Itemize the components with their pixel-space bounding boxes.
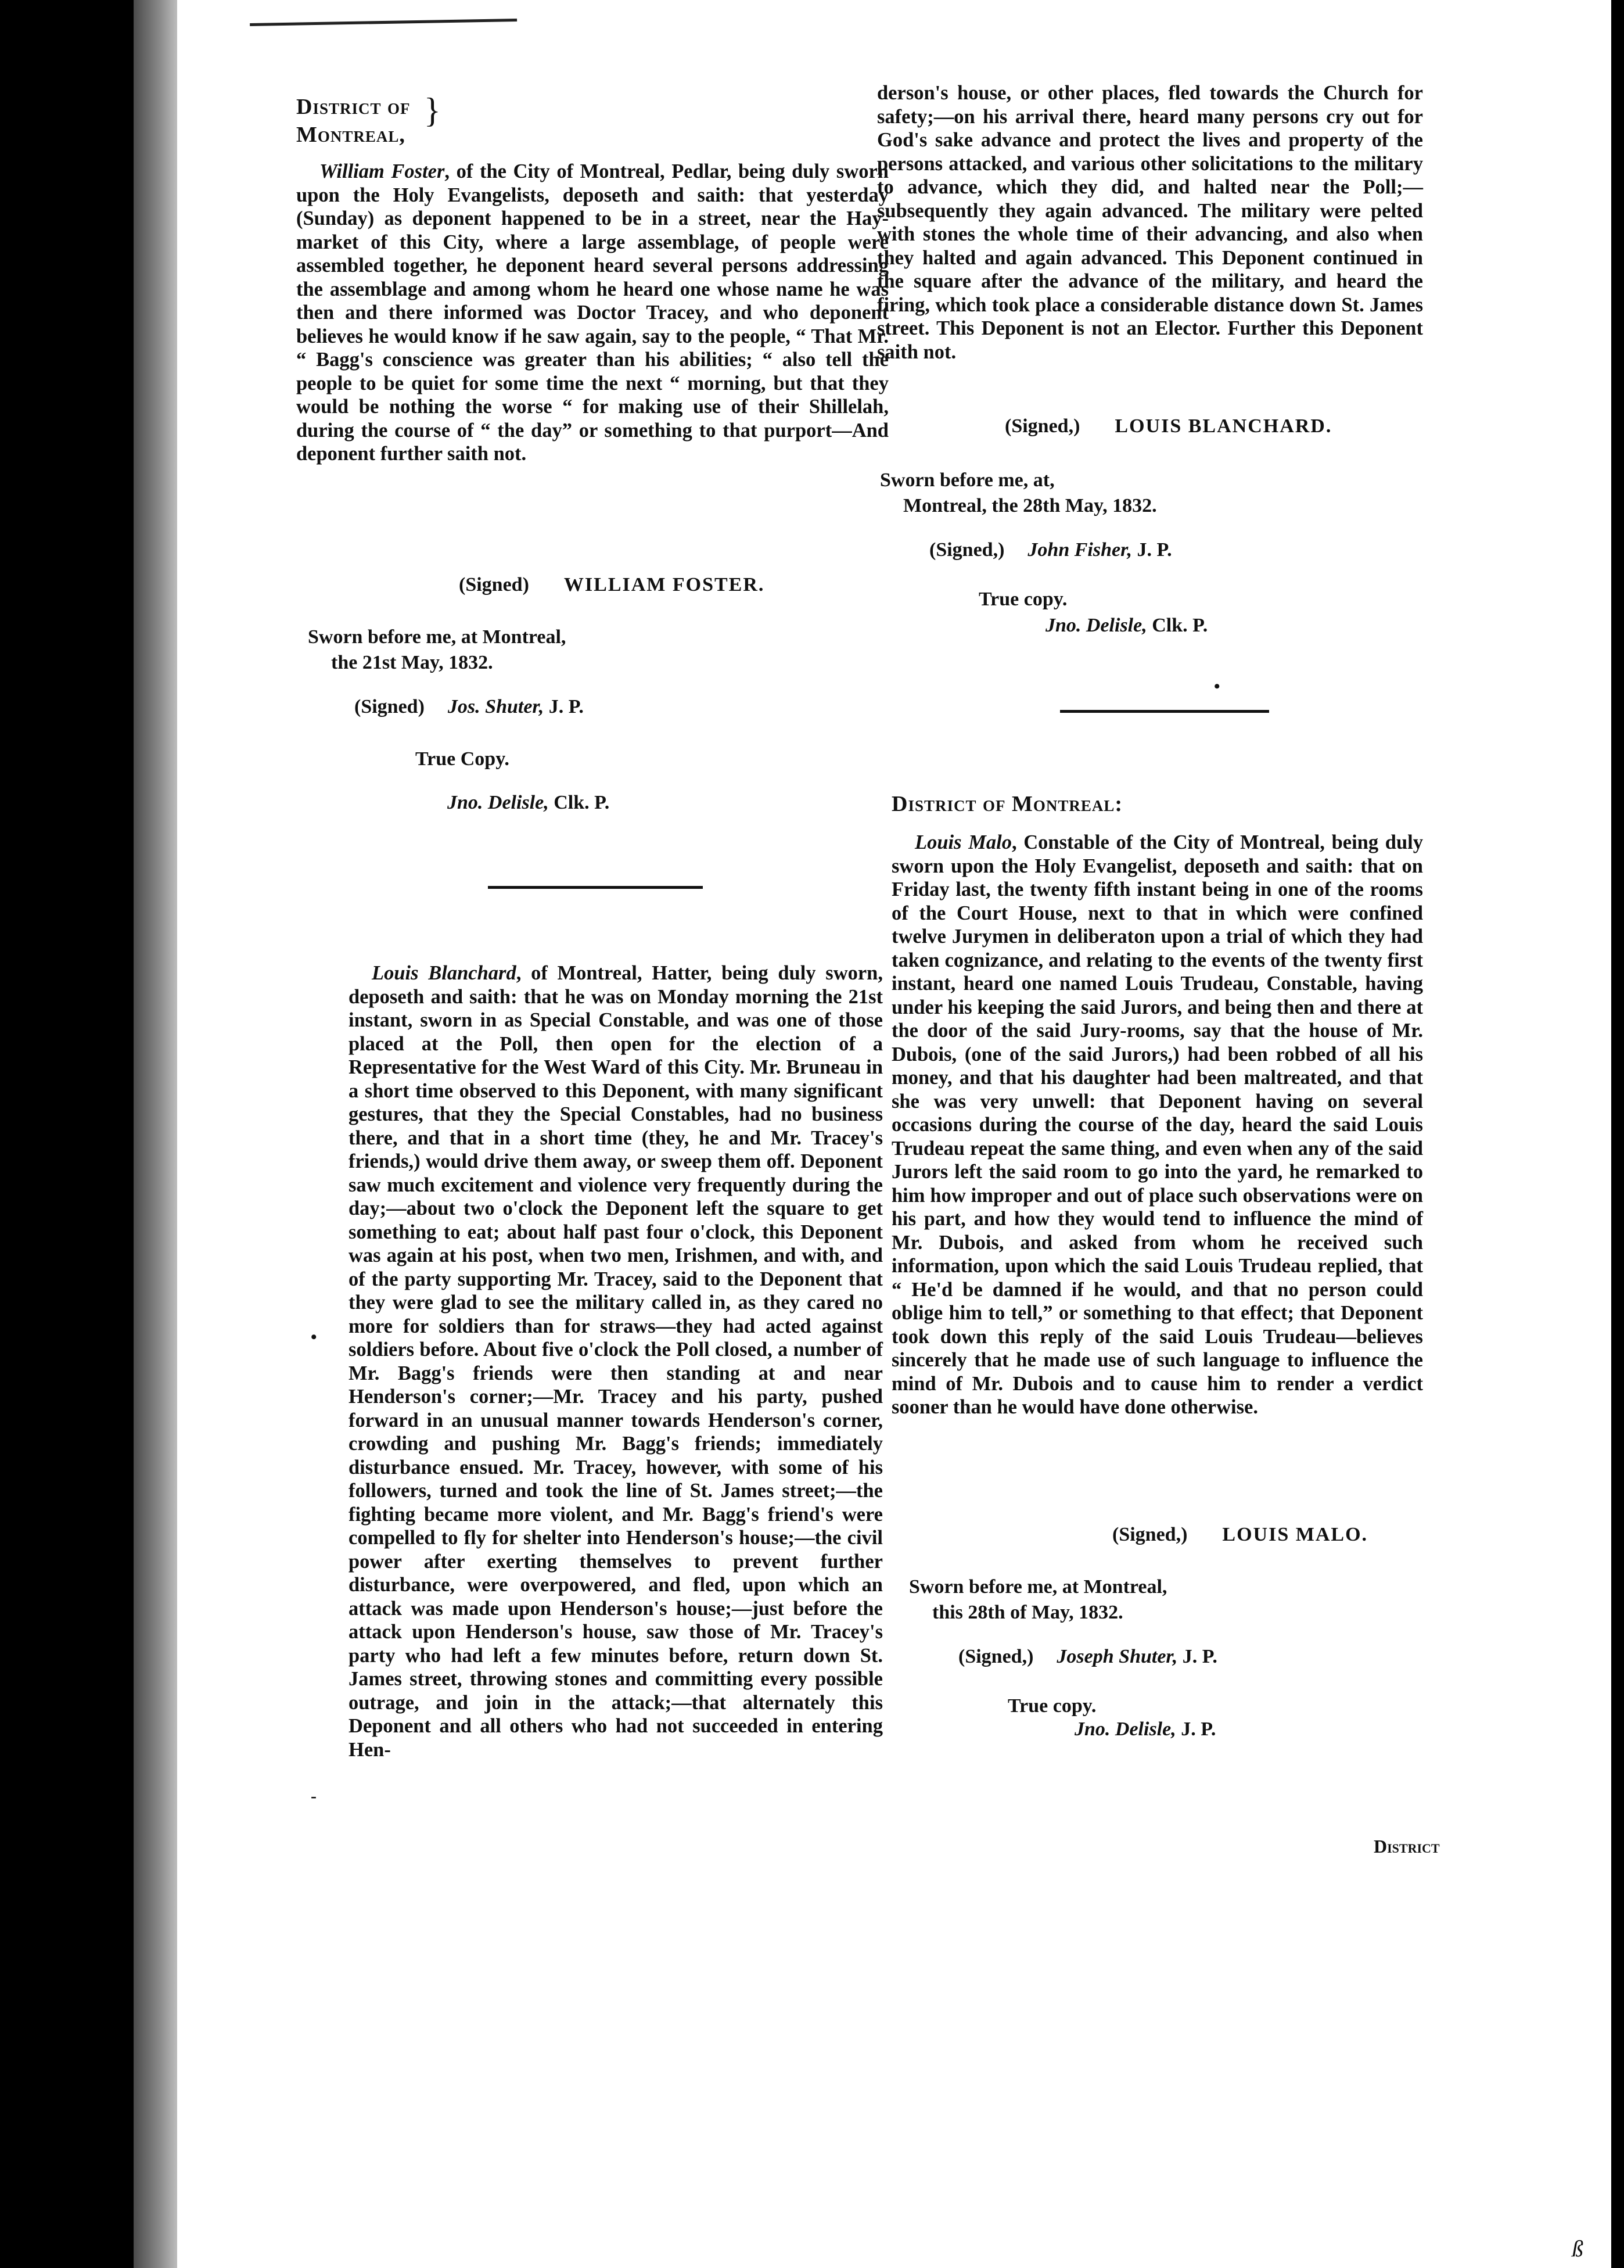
sworn-line-2: Montreal, the 28th May, 1832. [903, 495, 1157, 516]
foster-signature [459, 572, 764, 598]
jp-title: J. P. [1137, 539, 1172, 561]
signed-label: (Signed,) [1005, 415, 1080, 437]
deposition-body: , of the City of Montreal, Pedlar, being duly sworn upon the Holy Evangelists, deposeth and saith: that yesterday (Sunday) as deponent happened to be in a street, near the Hay-market of this City, where a large assemblage, of people were assembled together, he deponent heard several persons addressing the assemblage and among whom he heard one whose name he was then and there informed was Doctor Tracey, and who deponent believes he would know if he saw again, say to the people, “ That Mr. “ Bagg's conscience was greater than his abilities; “ also tell the people to be quiet for some time the next “ morning, but that they would be nothing the worse “ for making use of their Shillelah, during the course of “ the day” or something to that purport—And deponent further saith not. [296, 160, 889, 465]
jp-signed-label: (Signed) [354, 696, 425, 717]
jp-signed-label: (Signed,) [929, 539, 1005, 561]
foster-clerk [447, 790, 609, 816]
jp-name: John Fisher, [1027, 539, 1132, 561]
jp-title: J. P. [1182, 1646, 1217, 1667]
jp-title: J. P. [548, 696, 584, 717]
heading-district-of-montreal: District of Montreal: [892, 792, 1123, 816]
clerk-title: J. P. [1181, 1718, 1216, 1740]
margin-dash: - [311, 1786, 317, 1806]
malo-sworn [909, 1574, 1167, 1625]
scan-gutter-shadow [134, 0, 177, 2268]
ink-scratch-mark [250, 10, 517, 26]
signer-name: WILLIAM FOSTER. [563, 574, 765, 595]
catchword: District [1374, 1836, 1440, 1857]
deposition-malo-text [892, 831, 1423, 1419]
signed-label: (Signed,) [1112, 1524, 1188, 1545]
clerk-name: Jno. Delisle, [1045, 615, 1147, 636]
clerk-name: Jno. Delisle, [447, 792, 549, 813]
margin-dot: • [311, 1327, 317, 1347]
corner-ink-mark: ß [1572, 2235, 1583, 2262]
margin-dot: • [1214, 677, 1220, 696]
foster-jp [354, 694, 584, 720]
signer-name: LOUIS MALO. [1222, 1524, 1368, 1545]
section-divider [1060, 710, 1269, 713]
foster-true-copy: True Copy. [415, 748, 509, 770]
clerk-title: Clk. P. [1152, 615, 1208, 636]
jp-signed-label: (Signed,) [958, 1646, 1034, 1667]
blanchard-clerk [1045, 613, 1208, 638]
foster-sworn [308, 625, 566, 676]
blanchard-sworn [880, 468, 1157, 519]
sworn-line-1: Sworn before me, at Montreal, [909, 1576, 1167, 1598]
blanchard-true-copy: True copy. [979, 588, 1068, 610]
sworn-line-1: Sworn before me, at Montreal, [308, 626, 566, 648]
brace-glyph: } [424, 91, 441, 130]
deposition-body: derson's house, or other places, fled towards the Church for safety;—on his arrival there, heard many persons cry out for God's sake advance and protect the lives and property of the persons attacked, and various other solicitations to the military to advance, which they did, and halted near the Poll;—subsequently they again advanced. The military were pelted with stones the whole time of their advancing, and also when they halted and again advanced. This Deponent continued in the square after the advance of the military, and heard the firing, which took place a considerable distance down St. James street. This Deponent is not an Elector. Further this Deponent saith not. [877, 82, 1423, 363]
blanchard-signature [1005, 414, 1332, 439]
signer-name: LOUIS BLANCHARD. [1115, 415, 1332, 437]
deponent-name: Louis Malo [915, 831, 1012, 853]
malo-clerk [1075, 1717, 1216, 1742]
deponent-name: Louis Blanchard [372, 962, 516, 984]
heading-montreal: Montreal, [296, 123, 405, 147]
sworn-line-2: the 21st May, 1832. [331, 652, 493, 673]
jp-name: Joseph Shuter, [1057, 1646, 1178, 1667]
section-divider [488, 886, 703, 889]
deposition-blanchard-text [348, 961, 883, 1761]
sworn-line-2: this 28th of May, 1832. [932, 1602, 1123, 1623]
scan-left-border [0, 0, 134, 2268]
deposition-foster-text [296, 160, 889, 466]
left-heading [296, 93, 529, 151]
heading-district-of: District of [296, 95, 411, 119]
clerk-name: Jno. Delisle, [1075, 1718, 1176, 1740]
malo-signature [1112, 1522, 1368, 1548]
deposition-body: , of Montreal, Hatter, being duly sworn, deposeth and saith: that he was on Monday morning the 21st instant, sworn in as Special Constable, and was one of those placed at the Poll, then open for the election of a Representative for the West Ward of this City. Mr. Bruneau in a short time observed to this Deponent, with many significant gestures, that they the Special Constables, had no business there, and that in a short time (they, he and Mr. Tracey's friends,) would drive them away, or sweep them off. Deponent saw much excitement and violence very frequently during the day;—about two o'clock the Deponent left the square to get something to eat; about half past four o'clock, this Deponent was again at his post, when two men, Irishmen, and with, and of the party supporting Mr. Tracey, said to the Deponent that they were glad to see the military called in, as they cared no more for soldiers than for straws—they had acted against soldiers before. About five o'clock the Poll closed, a number of Mr. Bagg's friends were then standing at and near Henderson's corner;—Mr. Tracey and his party, pushed forward in an unusual manner towards Henderson's corner, crowding and pushing Mr. Bagg's friends; immediately disturbance ensued. Mr. Tracey, however, with some of his followers, turned and took the line of St. James street;—the fighting became more violent, and Mr. Bagg's friend's were compelled to fly for shelter into Henderson's house;—the civil power after exerting themselves to prevent further disturbance, were overpowered, and fled, upon which an attack was made upon Henderson's house;—just before the attack upon Henderson's house, saw those of Mr. Tracey's party who had left a few minutes before, return down St. James street, throwing stones and committing every possible outrage, and join in the attack;—that alternately this Deponent and all others who had not succeeded in entering Hen- [348, 962, 883, 1761]
malo-jp [958, 1644, 1217, 1670]
scan-right-border [1611, 0, 1624, 2268]
signed-label: (Signed) [459, 574, 529, 595]
deponent-name: William Foster [319, 160, 445, 182]
deposition-blanchard-continued [877, 81, 1423, 364]
blanchard-jp [929, 537, 1172, 563]
clerk-title: Clk. P. [554, 792, 610, 813]
deposition-body: , Constable of the City of Montreal, being duly sworn upon the Holy Evangelist, deposeth and saith: that on Friday last, the twenty fifth instant being in one of the rooms of the Court House, next to that in which were confined twelve Jurymen in deliberaton upon a trial of which they had taken cognizance, and relating to the events of the twenty first instant, heard one named Louis Trudeau, Constable, having under his keeping the said Jurors, and being then and there at the door of the said Jury-rooms, say that the house of Mr. Dubois, (one of the said Jurors,) had been robbed of all his money, and that his daughter had been maltreated, and that she was very unwell: that Deponent having on several occasions during the course of the day, heard the said Louis Trudeau repeat the same thing, and even when any of the said Jurors left the said room to go into the yard, he remarked to him how improper and out of place such observations were on his part, and how they would tend to influence the mind of Mr. Dubois, and asked from whom he received such information, upon which the said Louis Trudeau replied, that “ He'd be damned if he would, and that no person could oblige him to tell,” or something to that effect; that Deponent took down this reply of the said Louis Trudeau—believes sincerely that he made use of such language to influence the mind of Mr. Dubois and to cause him to render a verdict sooner than he would have done otherwise. [892, 831, 1423, 1418]
malo-true-copy: True copy. [1008, 1695, 1097, 1717]
jp-name: Jos. Shuter, [447, 696, 544, 717]
sworn-line-1: Sworn before me, at, [880, 469, 1055, 491]
